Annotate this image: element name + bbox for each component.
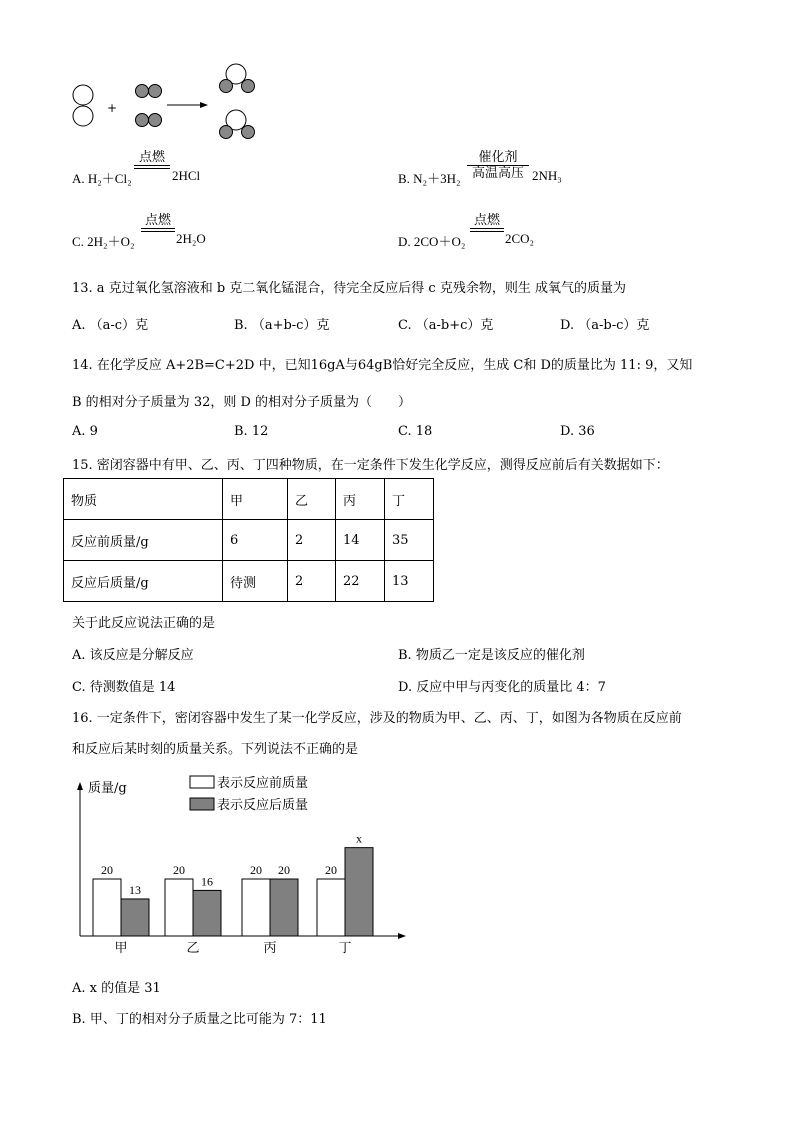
table-cell: 2 xyxy=(288,520,336,561)
bar-value-label: 20 xyxy=(250,863,262,877)
option-a-equation: A. H₂＋Cl₂ xyxy=(72,171,132,186)
q15-stem: 15. 密闭容器中有甲、乙、丙、丁四种物质，在一定条件下发生化学反应，测得反应前后有关数据如下： xyxy=(72,458,669,473)
q14-option-d: D. 36 xyxy=(560,424,595,439)
condition-ignite-c: 点燃 xyxy=(141,213,175,232)
x-axis-arrow xyxy=(398,933,406,939)
table-cell: 22 xyxy=(336,561,385,602)
table-cell: 乙 xyxy=(288,479,336,520)
reactant-molecule-1 xyxy=(73,85,93,126)
bar xyxy=(270,879,298,936)
q15-option-c: C. 待测数值是 14 xyxy=(72,680,176,695)
product-molecule-1 xyxy=(220,64,255,93)
molecule-diagram xyxy=(60,62,280,144)
legend-swatch-after xyxy=(190,798,214,810)
bar-value-label: 20 xyxy=(278,863,290,877)
table-cell: 丁 xyxy=(385,479,434,520)
bar-value-label: 20 xyxy=(173,863,185,877)
option-d-equation: D. 2CO＋O₂ xyxy=(398,234,466,249)
bar xyxy=(121,899,149,936)
table-cell: 反应后质量/g xyxy=(64,561,223,602)
category-label: 丙 xyxy=(263,941,277,956)
option-c-product: 2H₂O xyxy=(176,231,206,246)
table-cell: 6 xyxy=(223,520,288,561)
q14-option-c: C. 18 xyxy=(398,424,433,439)
table-row xyxy=(64,561,434,602)
q16-option-a: A. x 的值是 31 xyxy=(72,981,161,996)
bar-value-label: 20 xyxy=(101,863,113,877)
q13-option-d: D. （a-b-c）克 xyxy=(560,318,650,333)
category-label: 乙 xyxy=(186,941,200,956)
q13-stem: 13. a 克过氧化氢溶液和 b 克二氧化锰混合，待完全反应后得 c 克残余物，则生 成氧气的质量为 xyxy=(72,281,626,296)
table-cell: 反应前质量/g xyxy=(64,520,223,561)
q14-option-a: A. 9 xyxy=(72,424,98,439)
bar xyxy=(242,879,270,936)
q14-stem-line1: 14. 在化学反应 A+2B=C+2D 中，已知16gA与64gB恰好完全反应，生成 C和 D的质量比为 11: 9，又知 xyxy=(72,358,693,373)
bar-value-label: x xyxy=(356,831,362,846)
option-a-product: 2HCl xyxy=(172,168,201,183)
bar xyxy=(193,890,221,936)
reactant-molecule-2 xyxy=(136,85,162,127)
option-d-product: 2CO₂ xyxy=(505,231,535,246)
table-cell: 13 xyxy=(385,561,434,602)
option-c-equation: C. 2H₂＋O₂ xyxy=(72,234,135,249)
option-b-product: 2NH₃ xyxy=(532,168,562,183)
q16-stem-line1: 16. 一定条件下，密闭容器中发生了某一化学反应，涉及的物质为甲、乙、丙、丁，如图为各物质在反应前 xyxy=(72,711,682,726)
q14-stem-line2: B 的相对分子质量为 32，则 D 的相对分子质量为（ ） xyxy=(72,395,412,410)
q13-option-b: B. （a+b-c）克 xyxy=(234,318,330,333)
legend-label-after: 表示反应后质量 xyxy=(217,798,309,813)
y-axis-label: 质量/g xyxy=(88,781,127,796)
bar xyxy=(93,879,121,936)
q13-option-c: C. （a-b+c）克 xyxy=(398,318,494,333)
q14-option-b: B. 12 xyxy=(234,424,269,439)
reaction-arrow xyxy=(167,102,208,108)
q16-option-b: B. 甲、丁的相对分子质量之比可能为 7：11 xyxy=(72,1012,327,1027)
table-cell: 待测 xyxy=(223,561,288,602)
q15-option-b: B. 物质乙一定是该反应的催化剂 xyxy=(398,648,585,663)
category-label: 甲 xyxy=(114,941,128,956)
condition-catalyst-b: 催化剂 高温高压 xyxy=(467,150,529,181)
q16-stem-line2: 和反应后某时刻的质量关系。下列说法不正确的是 xyxy=(72,742,359,757)
q15-option-a: A. 该反应是分解反应 xyxy=(72,648,194,663)
mass-bar-chart xyxy=(60,768,420,968)
legend-swatch-before xyxy=(190,776,214,788)
option-b-equation: B. N₂＋3H₂ xyxy=(398,171,461,186)
condition-ignite-d: 点燃 xyxy=(470,213,504,232)
bar xyxy=(165,879,193,936)
plus-sign: + xyxy=(107,101,118,115)
bar-value-label: 16 xyxy=(201,874,213,889)
q15-option-d: D. 反应中甲与丙变化的质量比 4：7 xyxy=(398,680,606,695)
bar-value-label: 20 xyxy=(325,863,337,877)
table-cell: 丙 xyxy=(336,479,385,520)
table-header-row xyxy=(64,479,434,520)
y-axis-arrow xyxy=(77,782,83,790)
q13-option-a: A. （a-c）克 xyxy=(72,318,149,333)
table-cell: 14 xyxy=(336,520,385,561)
bar xyxy=(345,848,373,936)
table-cell: 2 xyxy=(288,561,336,602)
category-label: 丁 xyxy=(338,941,352,956)
table-row xyxy=(64,520,434,561)
bar xyxy=(317,879,345,936)
condition-ignite-a: 点燃 xyxy=(134,150,170,169)
table-cell: 甲 xyxy=(223,479,288,520)
table-cell: 35 xyxy=(385,520,434,561)
legend-label-before: 表示反应前质量 xyxy=(217,776,309,791)
product-molecule-2 xyxy=(220,110,255,139)
q15-data-table xyxy=(63,478,434,602)
q15-after-table: 关于此反应说法正确的是 xyxy=(72,616,216,631)
table-cell: 物质 xyxy=(64,479,223,520)
bar-value-label: 13 xyxy=(129,882,141,897)
